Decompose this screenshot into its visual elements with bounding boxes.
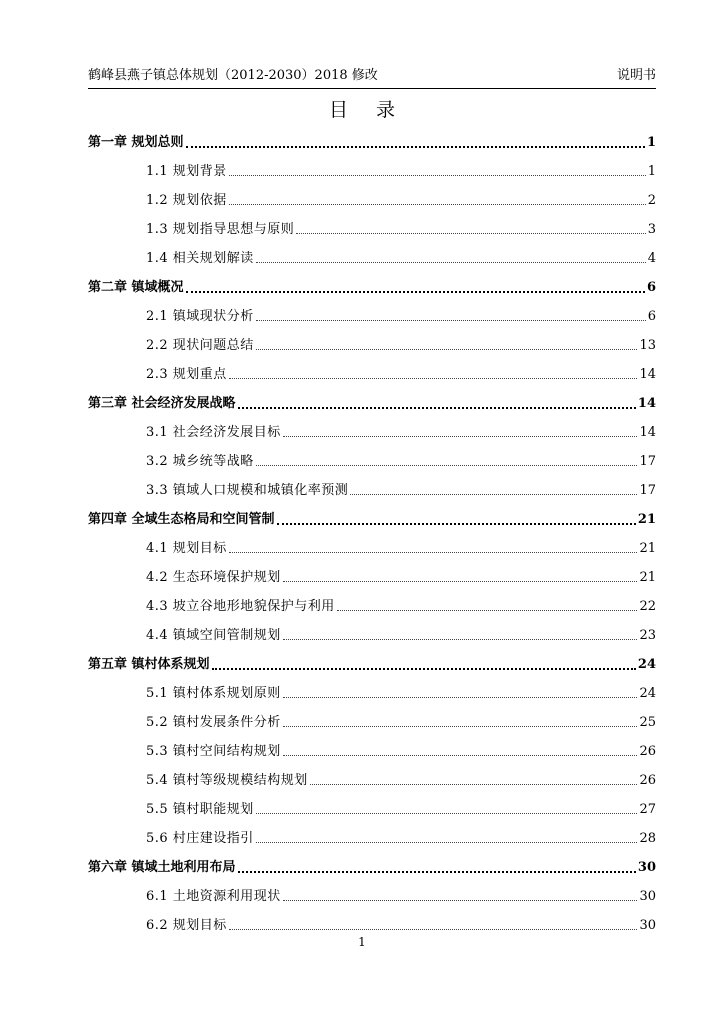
toc-chapter-entry[interactable] (88, 389, 656, 418)
toc-entry-label: 4.1 规划目标 (146, 540, 227, 556)
toc-entry-label: 1.4 相关规划解读 (146, 250, 254, 266)
toc-section-entry[interactable] (88, 679, 656, 708)
toc-entry-label: 6.2 规划目标 (146, 917, 227, 933)
toc-entry-label: 第五章 镇村体系规划 (88, 656, 210, 672)
toc-entry-page: 4 (647, 250, 656, 266)
toc-entry-page: 21 (639, 540, 656, 556)
toc-section-entry[interactable] (88, 476, 656, 505)
toc-section-entry[interactable] (88, 766, 656, 795)
toc-section-entry[interactable] (88, 186, 656, 215)
toc-entry-page: 1 (647, 163, 656, 179)
dot-leader (283, 755, 638, 756)
toc-entry-page: 14 (639, 366, 656, 382)
dot-leader (256, 262, 646, 263)
toc-entry-label: 第四章 全域生态格局和空间管制 (88, 511, 275, 527)
toc-entry-page: 30 (639, 917, 656, 933)
dot-leader (256, 320, 646, 321)
toc-entry-label: 5.1 镇村体系规划原则 (146, 685, 281, 701)
toc-section-entry[interactable] (88, 737, 656, 766)
toc-section-entry[interactable] (88, 621, 656, 650)
page-number: 1 (358, 935, 366, 949)
dot-leader (256, 813, 638, 814)
toc-section-entry[interactable] (88, 824, 656, 853)
dot-leader (283, 697, 638, 698)
toc-entry-label: 4.2 生态环境保护规划 (146, 569, 281, 585)
dot-leader (283, 639, 638, 640)
toc-section-entry[interactable] (88, 302, 656, 331)
dot-leader (229, 552, 638, 553)
page-title: 目录 (328, 99, 423, 121)
toc-entry-page: 23 (639, 627, 656, 643)
dot-leader (310, 784, 638, 785)
dot-leader (229, 929, 638, 930)
toc-section-entry[interactable] (88, 244, 656, 273)
toc-entry-label: 5.2 镇村发展条件分析 (146, 714, 281, 730)
toc-entry-label: 3.3 镇域人口规模和城镇化率预测 (146, 482, 349, 498)
toc-entry-page: 6 (646, 279, 656, 295)
toc-entry-label: 1.1 规划背景 (146, 163, 227, 179)
dot-leader (256, 349, 638, 350)
toc-entry-page: 30 (639, 888, 656, 904)
toc-section-entry[interactable] (88, 708, 656, 737)
toc-entry-label: 5.3 镇村空间结构规划 (146, 743, 281, 759)
toc-entry-page: 27 (639, 801, 656, 817)
dot-leader (229, 204, 646, 205)
toc-entry-label: 2.1 镇域现状分析 (146, 308, 254, 324)
toc-entry-label: 3.1 社会经济发展目标 (146, 424, 281, 440)
header-document-title: 鹤峰县燕子镇总体规划（2012-2030）2018 修改 (88, 68, 378, 83)
toc-entry-page: 14 (639, 424, 656, 440)
dot-leader (229, 378, 638, 379)
toc-entry-label: 4.4 镇域空间管制规划 (146, 627, 281, 643)
dot-leader (283, 581, 638, 582)
toc-section-entry[interactable] (88, 795, 656, 824)
dot-leader (350, 494, 637, 495)
toc-entry-page: 1 (646, 134, 656, 150)
toc-entry-label: 第一章 规划总则 (88, 134, 184, 150)
dot-leader (283, 726, 638, 727)
toc-entry-label: 5.5 镇村职能规划 (146, 801, 254, 817)
toc-section-entry[interactable] (88, 592, 656, 621)
dot-leader (296, 233, 645, 234)
dot-leader (238, 407, 636, 409)
toc-entry-label: 5.6 村庄建设指引 (146, 830, 254, 846)
toc-entry-page: 21 (637, 511, 656, 527)
toc-chapter-entry[interactable] (88, 650, 656, 679)
toc-section-entry[interactable] (88, 418, 656, 447)
dot-leader (238, 871, 636, 873)
toc-entry-page: 14 (637, 395, 656, 411)
toc-entry-page: 24 (639, 685, 656, 701)
dot-leader (256, 465, 638, 466)
dot-leader (337, 610, 638, 611)
running-header (88, 66, 656, 89)
toc-entry-label: 第六章 镇域土地利用布局 (88, 859, 236, 875)
toc-entry-label: 6.1 土地资源利用现状 (146, 888, 281, 904)
toc-entry-label: 2.2 现状问题总结 (146, 337, 254, 353)
toc-entry-page: 17 (639, 453, 656, 469)
dot-leader (212, 668, 636, 670)
toc-entry-page: 25 (639, 714, 656, 730)
dot-leader (256, 842, 638, 843)
toc-entry-page: 26 (639, 772, 656, 788)
toc-entry-page: 21 (639, 569, 656, 585)
toc-entry-page: 30 (637, 859, 656, 875)
toc-entry-page: 22 (639, 598, 656, 614)
toc-entry-label: 1.2 规划依据 (146, 192, 227, 208)
toc-entry-label: 2.3 规划重点 (146, 366, 227, 382)
toc-chapter-entry[interactable] (88, 853, 656, 882)
dot-leader (186, 146, 645, 148)
toc-chapter-entry[interactable] (88, 273, 656, 302)
toc-section-entry[interactable] (88, 534, 656, 563)
dot-leader (283, 436, 638, 437)
toc-entry-page: 2 (647, 192, 656, 208)
toc-entry-label: 1.3 规划指导思想与原则 (146, 221, 295, 237)
toc-section-entry[interactable] (88, 563, 656, 592)
toc-section-entry[interactable] (88, 215, 656, 244)
toc-chapter-entry[interactable] (88, 128, 656, 157)
toc-section-entry[interactable] (88, 360, 656, 389)
toc-entry-page: 13 (639, 337, 656, 353)
toc-entry-label: 第二章 镇域概况 (88, 279, 184, 295)
toc-entry-label: 第三章 社会经济发展战略 (88, 395, 236, 411)
dot-leader (229, 175, 646, 176)
toc-entry-page: 26 (639, 743, 656, 759)
toc-section-entry[interactable] (88, 331, 656, 360)
dot-leader (186, 291, 645, 293)
toc-entry-label: 3.2 城乡统等战略 (146, 453, 254, 469)
toc-section-entry[interactable] (88, 157, 656, 186)
dot-leader (277, 523, 636, 525)
toc-entry-page: 28 (639, 830, 656, 846)
table-of-contents (88, 128, 656, 940)
toc-chapter-entry[interactable] (88, 505, 656, 534)
toc-entry-page: 6 (647, 308, 656, 324)
toc-entry-page: 3 (647, 221, 656, 237)
toc-entry-page: 24 (637, 656, 656, 672)
toc-entry-label: 4.3 坡立谷地形地貌保护与利用 (146, 598, 335, 614)
toc-section-entry[interactable] (88, 882, 656, 911)
toc-entry-label: 5.4 镇村等级规模结构规划 (146, 772, 308, 788)
dot-leader (283, 900, 638, 901)
toc-entry-page: 17 (639, 482, 656, 498)
toc-section-entry[interactable] (88, 447, 656, 476)
header-document-type: 说明书 (616, 68, 656, 83)
